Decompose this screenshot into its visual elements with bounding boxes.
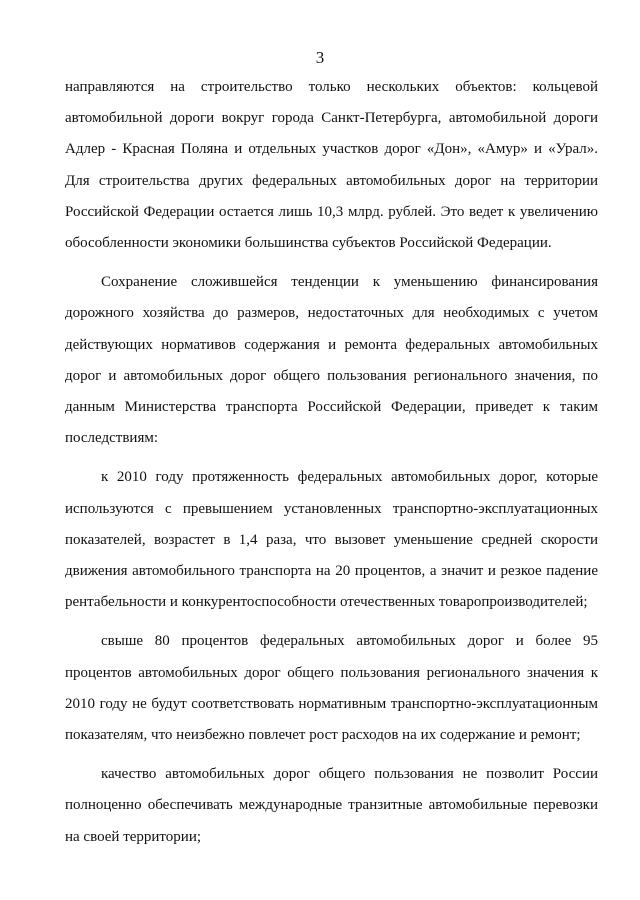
- paragraph-4: свыше 80 процентов федеральных автомобильных дорог и более 95 процентов автомобильных дорог общего пользования регионального значения к 2010 году не будут соответствовать нормативным транспортно-эксплуатационным показателям, что неизбежно повлечет рост расходов на их содержание и ремонт;: [65, 633, 598, 744]
- paragraph-3: к 2010 году протяженность федеральных автомобильных дорог, которые используются с превышением установленных транспортно-эксплуатационных показателей, возрастет в 1,4 раза, что вызовет уменьшение средней скорости движения автомобильного транспорта на 20 процентов, а значит и резкое падение рентабельности и конкурентоспособности отечественных товаропроизводителей;: [65, 469, 598, 611]
- paragraph-1: направляются на строительство только нескольких объектов: кольцевой автомобильной дороги вокруг города Санкт-Петербурга, автомобильной дороги Адлер - Красная Поляна и отдельных участков дорог «Дон», «Амур» и «Урал». Для строительства других федеральных автомобильных дорог на территории Российской Федерации остается лишь 10,3 млрд. рублей. Это ведет к увеличению обособленности экономики большинства субъектов Российской Федерации.: [65, 79, 598, 252]
- paragraph-2: Сохранение сложившейся тенденции к уменьшению финансирования дорожного хозяйства до размеров, недостаточных для необходимых с учетом действующих нормативов содержания и ремонта федеральных автомобильных дорог и автомобильных дорог общего пользования регионального значения, по данным Министерства транспорта Российской Федерации, приведет к таким последствиям:: [65, 274, 598, 447]
- page-number: 3: [315, 48, 325, 67]
- body-text: [65, 72, 598, 853]
- paragraph-5: качество автомобильных дорог общего пользования не позволит России полноценно обеспечивать международные транзитные автомобильные перевозки на своей территории;: [65, 766, 598, 845]
